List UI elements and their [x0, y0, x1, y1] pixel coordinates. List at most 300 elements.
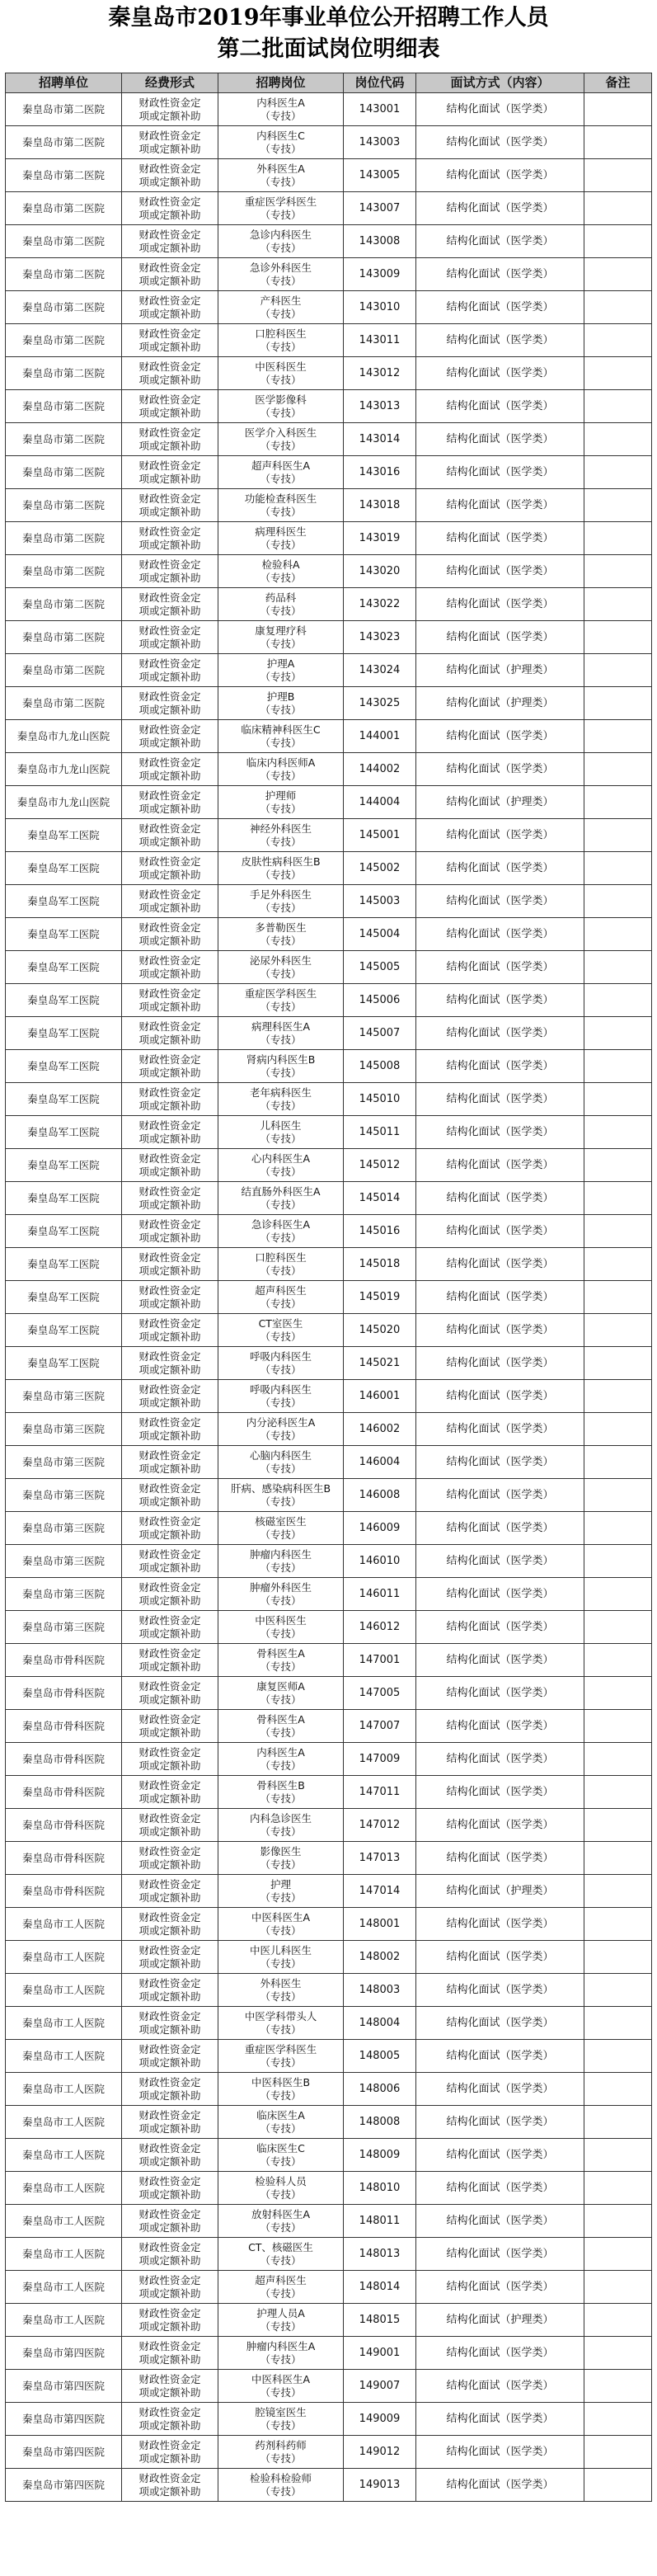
cell-code: 145003: [344, 885, 416, 918]
funding-line: 项或定额补助: [138, 1561, 201, 1574]
cell-remark: [584, 984, 652, 1017]
cell-funding: [122, 2106, 218, 2139]
cell-code: 147007: [344, 1710, 416, 1743]
position-line: （专技）: [260, 373, 302, 386]
cell-remark: [584, 1380, 652, 1413]
cell-funding: [122, 1248, 218, 1281]
table-row: [6, 291, 652, 324]
funding-line: 项或定额补助: [138, 2451, 201, 2465]
funding-line: 财政性资金定: [138, 492, 201, 505]
position-line: （专技）: [260, 2451, 302, 2465]
position-line: （专技）: [260, 802, 302, 815]
cell-method: 结构化面试（医学类）: [416, 753, 584, 786]
cell-method: 结构化面试（护理类）: [416, 2304, 584, 2337]
cell-remark: [584, 93, 652, 126]
position-line: （专技）: [260, 1363, 302, 1376]
funding-line: 财政性资金定: [138, 393, 201, 406]
funding-line: 项或定额补助: [138, 2056, 201, 2069]
cell-remark: [584, 2337, 652, 2370]
funding-line: 财政性资金定: [138, 426, 201, 439]
cell-code: 148011: [344, 2205, 416, 2238]
position-line: 超声科医生A: [251, 459, 311, 472]
position-line: （专技）: [260, 2023, 302, 2036]
cell-code: 145011: [344, 1116, 416, 1149]
cell-position: [218, 522, 344, 555]
funding-line: 项或定额补助: [138, 2385, 201, 2399]
cell-position: [218, 1182, 344, 1215]
cell-funding: [122, 1842, 218, 1875]
cell-remark: [584, 423, 652, 456]
funding-line: 财政性资金定: [138, 459, 201, 472]
cell-funding: [122, 1611, 218, 1644]
cell-position: [218, 2007, 344, 2040]
position-line: （专技）: [260, 175, 302, 188]
cell-position: [218, 984, 344, 1017]
funding-line: 财政性资金定: [138, 2372, 201, 2385]
cell-code: 143025: [344, 687, 416, 720]
cell-remark: [584, 2007, 652, 2040]
cell-code: 145008: [344, 1050, 416, 1083]
funding-line: 财政性资金定: [138, 855, 201, 868]
cell-method: 结构化面试（医学类）: [416, 1050, 584, 1083]
position-line: 老年病科医生: [249, 1085, 312, 1099]
funding-line: 项或定额补助: [138, 241, 201, 254]
cell-position: [218, 1578, 344, 1611]
cell-remark: [584, 2469, 652, 2502]
cell-funding: [122, 2073, 218, 2106]
cell-funding: [122, 1908, 218, 1941]
cell-unit: 秦皇岛市骨科医院: [6, 1677, 122, 1710]
cell-position: [218, 291, 344, 324]
cell-method: 结构化面试（医学类）: [416, 126, 584, 159]
funding-line: 财政性资金定: [138, 2438, 201, 2451]
table-row: [6, 1017, 652, 1050]
table-row: [6, 918, 652, 951]
position-line: 临床医生C: [256, 2141, 305, 2155]
position-line: 中医科医生: [255, 1613, 307, 1627]
funding-line: 项或定额补助: [138, 2220, 201, 2234]
funding-line: 项或定额补助: [138, 1297, 201, 1310]
cell-unit: 秦皇岛市第二医院: [6, 225, 122, 258]
cell-unit: 秦皇岛市第二医院: [6, 423, 122, 456]
cell-method: 结构化面试（医学类）: [416, 918, 584, 951]
cell-method: 结构化面试（医学类）: [416, 93, 584, 126]
table-row: [6, 1215, 652, 1248]
cell-funding: [122, 588, 218, 621]
cell-position: [218, 2436, 344, 2469]
table-row: [6, 687, 652, 720]
cell-position: [218, 918, 344, 951]
cell-code: 143003: [344, 126, 416, 159]
cell-code: 147011: [344, 1776, 416, 1809]
cell-funding: [122, 687, 218, 720]
cell-unit: 秦皇岛市骨科医院: [6, 1875, 122, 1908]
cell-remark: [584, 2436, 652, 2469]
cell-unit: 秦皇岛军工医院: [6, 1149, 122, 1182]
cell-remark: [584, 819, 652, 852]
position-line: 医学影像科: [255, 393, 307, 406]
cell-code: 147012: [344, 1809, 416, 1842]
cell-remark: [584, 654, 652, 687]
funding-line: 项或定额补助: [138, 1858, 201, 1871]
cell-position: [218, 1842, 344, 1875]
cell-code: 148005: [344, 2040, 416, 2073]
table-row: [6, 819, 652, 852]
cell-remark: [584, 1875, 652, 1908]
cell-funding: [122, 984, 218, 1017]
cell-method: 结构化面试（医学类）: [416, 819, 584, 852]
position-line: （专技）: [260, 1660, 302, 1673]
funding-line: 项或定额补助: [138, 505, 201, 518]
position-line: 泌尿外科医生: [249, 954, 312, 967]
cell-position: [218, 192, 344, 225]
cell-funding: [122, 1182, 218, 1215]
position-line: （专技）: [260, 868, 302, 881]
funding-line: 项或定额补助: [138, 1594, 201, 1607]
header-unit: 招聘单位: [6, 73, 122, 93]
cell-unit: 秦皇岛市第二医院: [6, 588, 122, 621]
cell-remark: [584, 2370, 652, 2403]
cell-method: 结构化面试（医学类）: [416, 2469, 584, 2502]
cell-method: 结构化面试（医学类）: [416, 1611, 584, 1644]
cell-funding: [122, 159, 218, 192]
funding-line: 财政性资金定: [138, 2306, 201, 2319]
position-line: 药品科: [265, 591, 297, 604]
funding-line: 项或定额补助: [138, 1957, 201, 1970]
cell-method: 结构化面试（医学类）: [416, 291, 584, 324]
funding-line: 项或定额补助: [138, 406, 201, 419]
cell-remark: [584, 1908, 652, 1941]
cell-funding: [122, 1215, 218, 1248]
cell-code: 147009: [344, 1743, 416, 1776]
cell-funding: [122, 1776, 218, 1809]
cell-method: 结构化面试（医学类）: [416, 1413, 584, 1446]
position-line: （专技）: [260, 241, 302, 254]
position-line: （专技）: [260, 2385, 302, 2399]
table-row: [6, 621, 652, 654]
table-row: [6, 93, 652, 126]
cell-method: 结构化面试（医学类）: [416, 885, 584, 918]
cell-method: 结构化面试（医学类）: [416, 423, 584, 456]
cell-position: [218, 1413, 344, 1446]
cell-funding: [122, 1743, 218, 1776]
position-line: 护理A: [266, 657, 295, 670]
table-row: [6, 852, 652, 885]
cell-code: 148003: [344, 1974, 416, 2007]
cell-code: 145001: [344, 819, 416, 852]
cell-position: [218, 2370, 344, 2403]
cell-code: 143011: [344, 324, 416, 357]
cell-method: 结构化面试（医学类）: [416, 1149, 584, 1182]
table-row: [6, 984, 652, 1017]
cell-method: 结构化面试（医学类）: [416, 1380, 584, 1413]
funding-line: 项或定额补助: [138, 1825, 201, 1838]
cell-code: 148015: [344, 2304, 416, 2337]
cell-code: 143016: [344, 456, 416, 489]
cell-method: 结构化面试（医学类）: [416, 1281, 584, 1314]
cell-remark: [584, 753, 652, 786]
funding-line: 财政性资金定: [138, 888, 201, 901]
funding-line: 财政性资金定: [138, 2405, 201, 2418]
cell-position: [218, 357, 344, 390]
position-line: 临床精神科医生C: [241, 723, 321, 736]
cell-position: [218, 951, 344, 984]
cell-position: [218, 2106, 344, 2139]
cell-method: 结构化面试（医学类）: [416, 324, 584, 357]
cell-position: [218, 720, 344, 753]
cell-position: [218, 2337, 344, 2370]
cell-funding: [122, 1941, 218, 1974]
cell-position: [218, 1512, 344, 1545]
cell-funding: [122, 2238, 218, 2271]
funding-line: 财政性资金定: [138, 1679, 201, 1693]
cell-funding: [122, 2304, 218, 2337]
cell-unit: 秦皇岛市九龙山医院: [6, 786, 122, 819]
cell-unit: 秦皇岛市工人医院: [6, 2073, 122, 2106]
cell-method: 结构化面试（医学类）: [416, 1974, 584, 2007]
cell-remark: [584, 192, 652, 225]
position-line: 超声科医生: [255, 2273, 307, 2286]
funding-line: 项或定额补助: [138, 934, 201, 947]
cell-method: 结构化面试（医学类）: [416, 2040, 584, 2073]
cell-unit: 秦皇岛市工人医院: [6, 1974, 122, 2007]
table-row: [6, 588, 652, 621]
cell-funding: [122, 2007, 218, 2040]
funding-line: 财政性资金定: [138, 2471, 201, 2484]
table-row: [6, 2106, 652, 2139]
position-line: （专技）: [260, 208, 302, 221]
position-line: （专技）: [260, 307, 302, 320]
position-line: 中医学科带头人: [244, 2009, 317, 2023]
cell-position: [218, 225, 344, 258]
cell-position: [218, 1908, 344, 1941]
position-line: 心脑内科医生: [249, 1448, 312, 1462]
position-line: （专技）: [260, 109, 302, 122]
cell-method: 结构化面试（医学类）: [416, 951, 584, 984]
cell-method: 结构化面试（医学类）: [416, 159, 584, 192]
funding-line: 项或定额补助: [138, 538, 201, 551]
position-line: CT、核磁医生: [248, 2240, 313, 2253]
position-line: 外科医生A: [256, 162, 305, 175]
cell-remark: [584, 2271, 652, 2304]
position-line: 超声科医生: [255, 1283, 307, 1297]
cell-unit: 秦皇岛军工医院: [6, 1050, 122, 1083]
funding-line: 项或定额补助: [138, 2089, 201, 2102]
cell-code: 147013: [344, 1842, 416, 1875]
cell-funding: [122, 2469, 218, 2502]
cell-funding: [122, 291, 218, 324]
header-funding: 经费形式: [122, 73, 218, 93]
funding-line: 项或定额补助: [138, 2286, 201, 2300]
cell-position: [218, 819, 344, 852]
position-line: 内科急诊医生: [249, 1811, 312, 1825]
cell-funding: [122, 1380, 218, 1413]
cell-position: [218, 555, 344, 588]
cell-unit: 秦皇岛军工医院: [6, 951, 122, 984]
cell-remark: [584, 1545, 652, 1578]
cell-remark: [584, 786, 652, 819]
cell-unit: 秦皇岛市工人医院: [6, 2040, 122, 2073]
funding-line: 财政性资金定: [138, 2174, 201, 2187]
cell-position: [218, 687, 344, 720]
table-row: [6, 258, 652, 291]
cell-position: [218, 1611, 344, 1644]
cell-funding: [122, 1710, 218, 1743]
position-line: 急诊外科医生: [249, 261, 312, 274]
cell-remark: [584, 2172, 652, 2205]
position-line: 肝病、感染病科医生B: [230, 1481, 331, 1495]
positions-table: [5, 73, 652, 2502]
cell-position: [218, 786, 344, 819]
position-line: 肿瘤内科医生: [249, 1547, 312, 1561]
cell-unit: 秦皇岛军工医院: [6, 1017, 122, 1050]
cell-position: [218, 1446, 344, 1479]
funding-line: 财政性资金定: [138, 2240, 201, 2253]
position-line: 呼吸内科医生: [249, 1382, 312, 1396]
cell-funding: [122, 1083, 218, 1116]
cell-code: 146012: [344, 1611, 416, 1644]
position-line: 检验科人员: [255, 2174, 307, 2187]
funding-line: 项或定额补助: [138, 2023, 201, 2036]
funding-line: 财政性资金定: [138, 1910, 201, 1924]
cell-code: 143007: [344, 192, 416, 225]
table-row: [6, 1281, 652, 1314]
position-line: 中医科医生A: [251, 1910, 311, 1924]
header-method: 面试方式（内容）: [416, 73, 584, 93]
cell-method: 结构化面试（医学类）: [416, 2238, 584, 2271]
funding-line: 财政性资金定: [138, 1547, 201, 1561]
table-row: [6, 1974, 652, 2007]
cell-code: 149009: [344, 2403, 416, 2436]
cell-position: [218, 159, 344, 192]
position-line: 中医科医生B: [251, 2075, 311, 2089]
header-code: 岗位代码: [344, 73, 416, 93]
funding-line: 项或定额补助: [138, 1759, 201, 1772]
cell-unit: 秦皇岛军工医院: [6, 984, 122, 1017]
funding-line: 财政性资金定: [138, 2207, 201, 2220]
cell-position: [218, 2040, 344, 2073]
cell-funding: [122, 555, 218, 588]
funding-line: 项或定额补助: [138, 2187, 201, 2201]
position-line: （专技）: [260, 637, 302, 650]
cell-code: 146008: [344, 1479, 416, 1512]
cell-position: [218, 1776, 344, 1809]
cell-code: 143005: [344, 159, 416, 192]
position-line: （专技）: [260, 2253, 302, 2267]
funding-line: 财政性资金定: [138, 1382, 201, 1396]
cell-position: [218, 1710, 344, 1743]
cell-remark: [584, 126, 652, 159]
cell-method: 结构化面试（医学类）: [416, 1314, 584, 1347]
cell-method: 结构化面试（医学类）: [416, 1215, 584, 1248]
cell-code: 145014: [344, 1182, 416, 1215]
cell-code: 143024: [344, 654, 416, 687]
funding-line: 财政性资金定: [138, 657, 201, 670]
funding-line: 财政性资金定: [138, 1811, 201, 1825]
cell-code: 148008: [344, 2106, 416, 2139]
cell-unit: 秦皇岛市第三医院: [6, 1545, 122, 1578]
cell-unit: 秦皇岛市工人医院: [6, 2139, 122, 2172]
cell-code: 143012: [344, 357, 416, 390]
funding-line: 财政性资金定: [138, 1613, 201, 1627]
table-row: [6, 489, 652, 522]
funding-line: 项或定额补助: [138, 835, 201, 848]
cell-funding: [122, 225, 218, 258]
position-line: （专技）: [260, 1561, 302, 1574]
cell-position: [218, 2172, 344, 2205]
position-line: 功能检查科医生: [244, 492, 317, 505]
cell-remark: [584, 1083, 652, 1116]
cell-position: [218, 489, 344, 522]
cell-method: 结构化面试（医学类）: [416, 1446, 584, 1479]
cell-position: [218, 1149, 344, 1182]
funding-line: 财政性资金定: [138, 789, 201, 802]
position-line: 内科医生A: [256, 96, 305, 109]
cell-method: 结构化面试（医学类）: [416, 1017, 584, 1050]
cell-code: 148009: [344, 2139, 416, 2172]
cell-remark: [584, 2040, 652, 2073]
position-line: （专技）: [260, 1891, 302, 1904]
cell-remark: [584, 357, 652, 390]
position-line: （专技）: [260, 2089, 302, 2102]
position-line: 放射科医生A: [251, 2207, 311, 2220]
cell-unit: 秦皇岛军工医院: [6, 885, 122, 918]
cell-remark: [584, 1479, 652, 1512]
position-line: （专技）: [260, 538, 302, 551]
table-row: [6, 1776, 652, 1809]
position-line: 产科医生: [260, 294, 302, 307]
cell-remark: [584, 2205, 652, 2238]
cell-position: [218, 1677, 344, 1710]
cell-method: 结构化面试（医学类）: [416, 1710, 584, 1743]
position-line: 肿瘤内科医生A: [246, 2339, 316, 2352]
table-row: [6, 1578, 652, 1611]
cell-code: 145004: [344, 918, 416, 951]
position-line: 多普勒医生: [255, 921, 307, 934]
position-line: （专技）: [260, 1990, 302, 2003]
cell-code: 144002: [344, 753, 416, 786]
cell-code: 148004: [344, 2007, 416, 2040]
cell-funding: [122, 423, 218, 456]
position-line: 检验科A: [261, 558, 300, 571]
position-line: 病理科医生A: [251, 1020, 311, 1033]
funding-line: 项或定额补助: [138, 1726, 201, 1739]
cell-unit: 秦皇岛市第四医院: [6, 2403, 122, 2436]
cell-unit: 秦皇岛市第二医院: [6, 192, 122, 225]
cell-unit: 秦皇岛市第四医院: [6, 2370, 122, 2403]
position-line: （专技）: [260, 1396, 302, 1409]
cell-position: [218, 1380, 344, 1413]
cell-position: [218, 1941, 344, 1974]
funding-line: 财政性资金定: [138, 1943, 201, 1957]
position-line: （专技）: [260, 1066, 302, 1079]
cell-unit: 秦皇岛市第二医院: [6, 687, 122, 720]
cell-funding: [122, 1644, 218, 1677]
position-line: 检验科检验师: [249, 2471, 312, 2484]
position-line: 护理B: [266, 690, 295, 703]
cell-method: 结构化面试（医学类）: [416, 1347, 584, 1380]
cell-remark: [584, 258, 652, 291]
cell-method: 结构化面试（护理类）: [416, 687, 584, 720]
table-row: [6, 126, 652, 159]
cell-position: [218, 753, 344, 786]
funding-line: 财政性资金定: [138, 1877, 201, 1891]
funding-line: 项或定额补助: [138, 2352, 201, 2366]
funding-line: 项或定额补助: [138, 142, 201, 155]
position-line: 骨科医生B: [256, 1778, 305, 1792]
funding-line: 财政性资金定: [138, 1745, 201, 1759]
funding-line: 财政性资金定: [138, 2042, 201, 2056]
